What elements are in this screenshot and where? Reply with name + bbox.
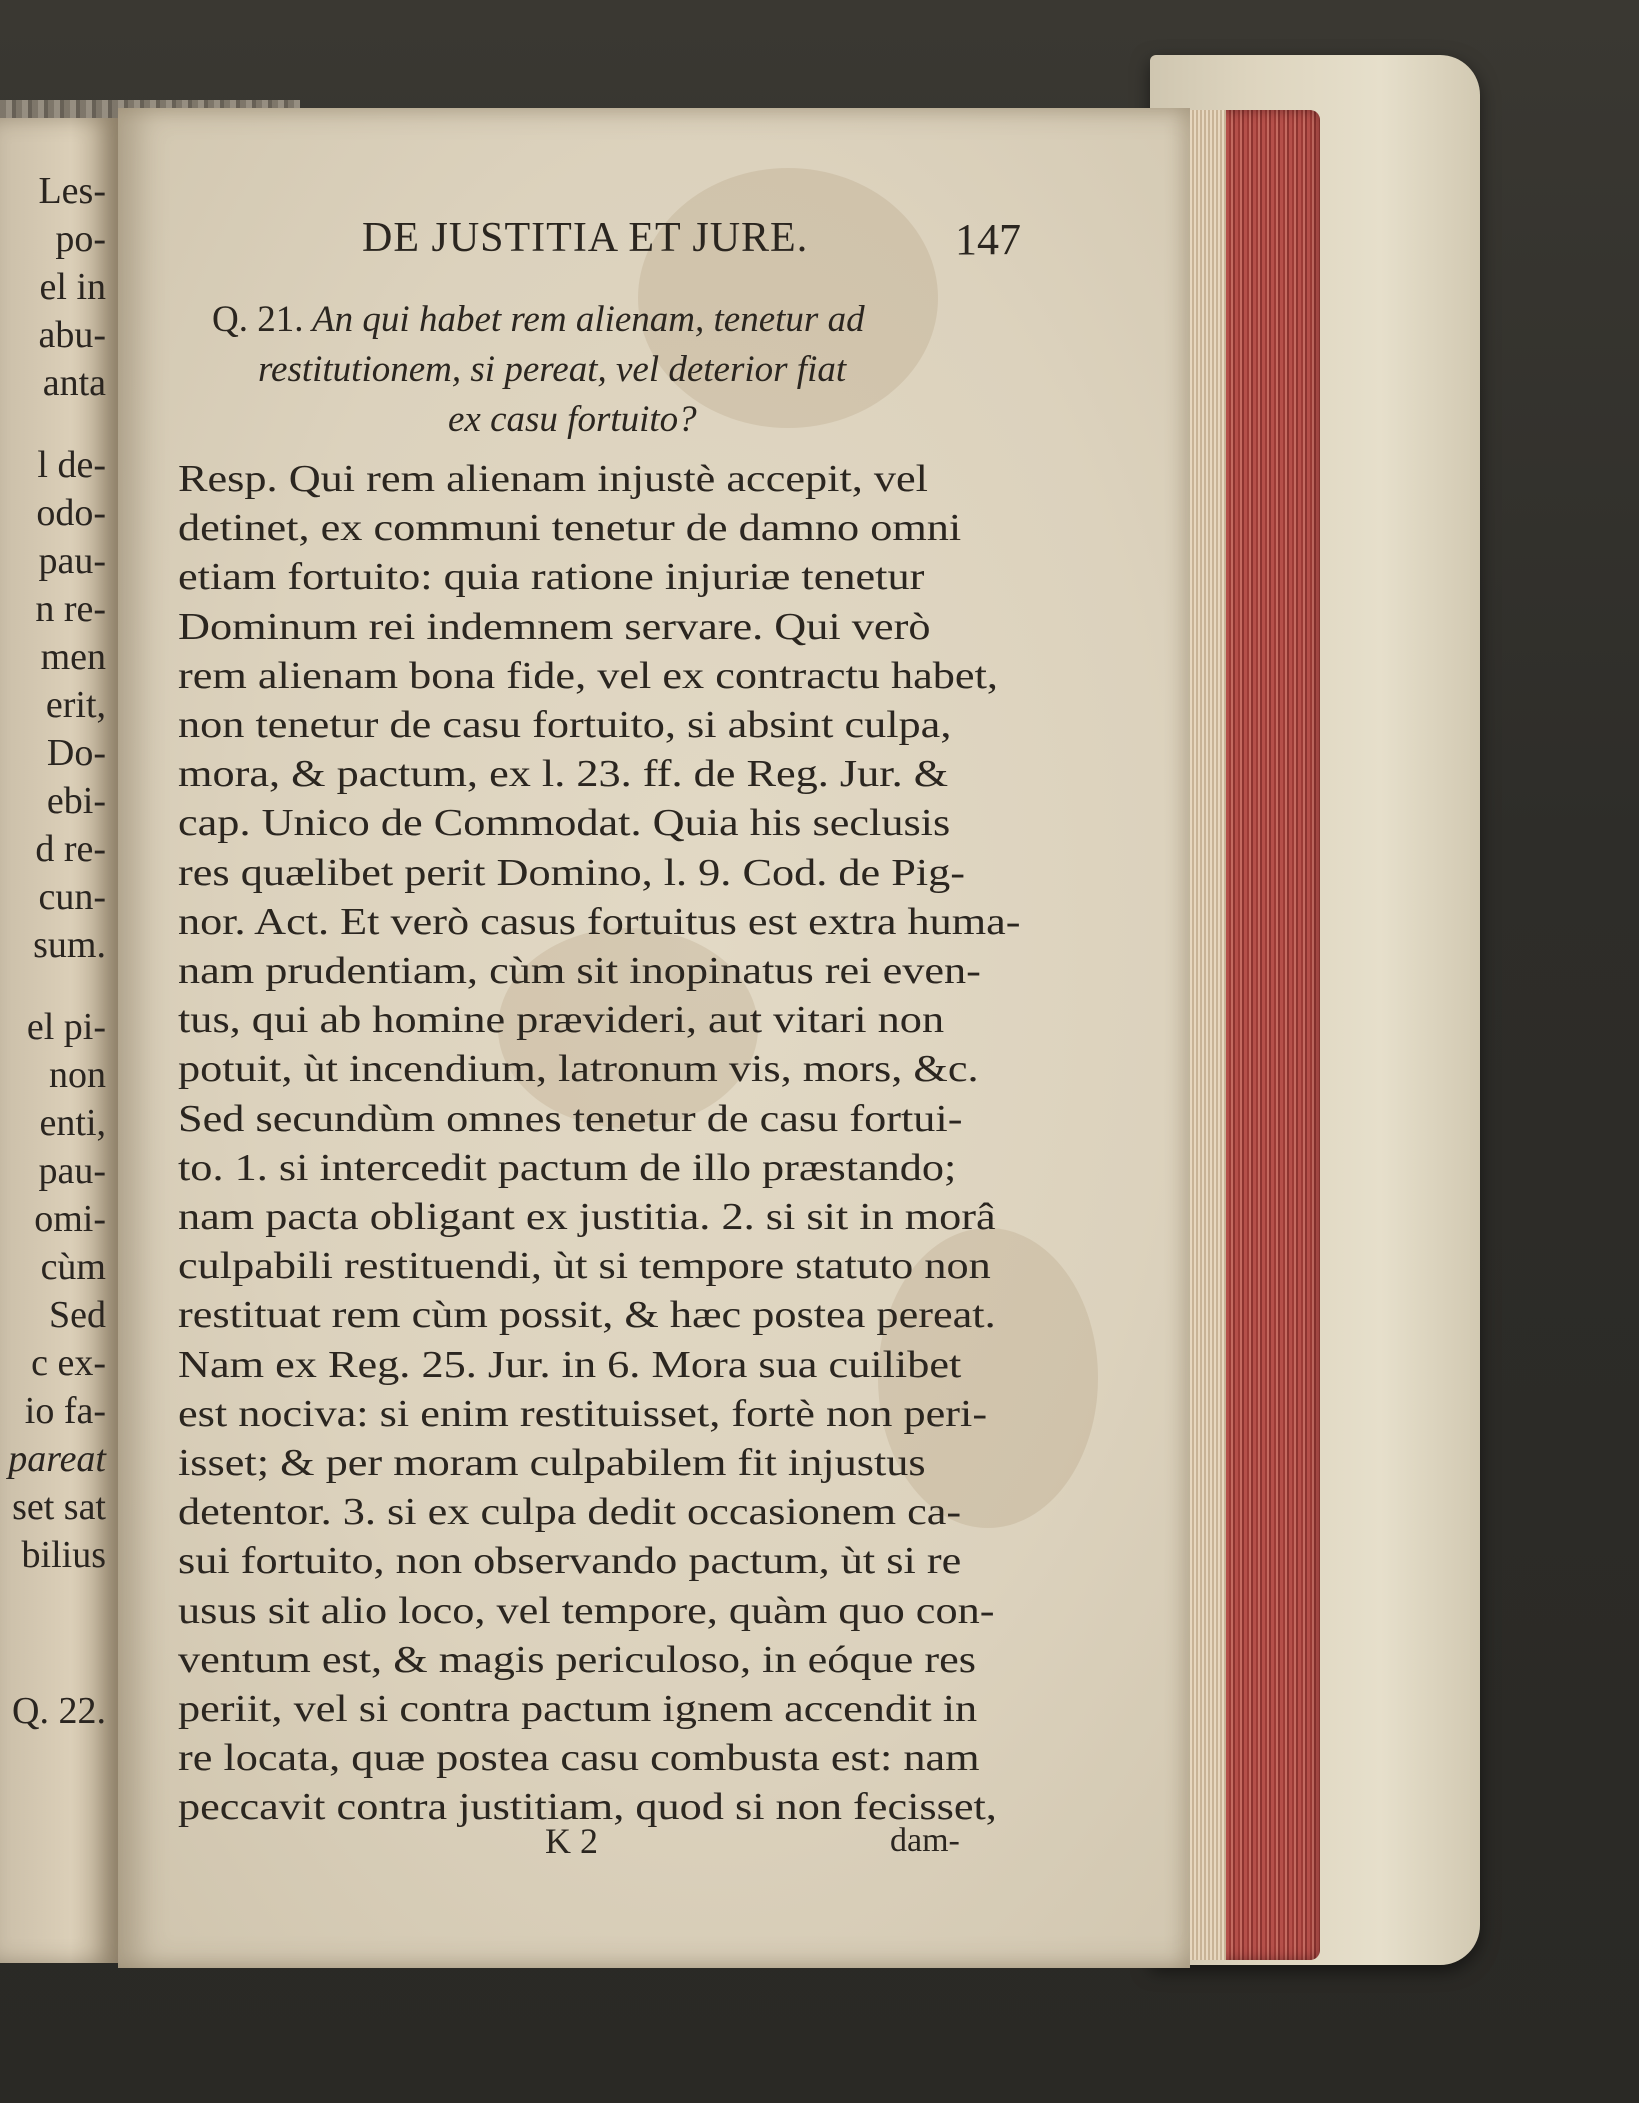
running-head: DE JUSTITIA ET JURE. <box>362 215 809 261</box>
question-text: An qui habet rem alienam, tenetur ad <box>312 299 865 340</box>
body-line: res quælibet perit Domino, l. 9. Cod. de Pig- <box>178 851 966 894</box>
body-line: to. 1. si intercedit pactum de illo præstando; <box>178 1146 957 1189</box>
left-page-fragment: Do- <box>46 732 106 774</box>
left-page-fragment: erit, <box>45 684 106 726</box>
left-page-fragment: n re- <box>35 588 106 630</box>
left-page-fragment: pau- <box>38 1150 106 1192</box>
question-label: Q. 21. <box>212 299 304 340</box>
body-line: sui fortuito, non observando pactum, ùt si re <box>178 1540 962 1583</box>
left-page-fragment: el pi- <box>26 1006 106 1048</box>
left-page-fragment: cun- <box>38 876 106 918</box>
body-line: usus sit alio loco, vel tempore, quàm quo con- <box>178 1589 995 1632</box>
left-page-fragment: io fa- <box>24 1390 106 1432</box>
body-line: tus, qui ab homine prævideri, aut vitari non <box>178 999 945 1042</box>
left-page-fragment: pareat <box>8 1438 106 1480</box>
left-page-fragment: omi- <box>34 1198 106 1240</box>
page-number: 147 <box>955 215 1021 264</box>
left-page <box>0 118 118 1963</box>
body-line: periit, vel si contra pactum ignem accendit in <box>178 1688 978 1730</box>
question-line-3: ex casu fortuito? <box>448 399 697 440</box>
body-line: peccavit contra justitiam, quod si non fecisset, <box>178 1786 997 1829</box>
left-page-fragment: c ex- <box>31 1342 106 1384</box>
body-line: ventum est, & magis periculoso, in eóque res <box>178 1638 977 1681</box>
body-line: mora, & pactum, ex l. 23. ff. de Reg. Jur. & <box>178 753 949 796</box>
body-line: Dominum rei indemnem servare. Qui verò <box>178 605 931 648</box>
question-line-2: restitutionem, si pereat, vel deterior fiat <box>258 349 847 390</box>
left-page-fragment: bilius <box>21 1534 106 1576</box>
left-page-fragment: d re- <box>35 828 106 870</box>
left-page-fragment: anta <box>42 362 106 404</box>
question-line-1 <box>212 298 865 341</box>
body-line: re locata, quæ postea casu combusta est: nam <box>178 1737 980 1780</box>
body-line: Nam ex Reg. 25. Jur. in 6. Mora sua cuilibet <box>178 1343 962 1386</box>
left-page-fragment: ebi- <box>46 780 106 822</box>
body-line: cap. Unico de Commodat. Quia his seclusis <box>178 802 951 845</box>
left-page-fragment: pau- <box>38 540 106 582</box>
body-line: Resp. Qui rem alienam injustè accepit, vel <box>178 458 928 500</box>
left-page-fragment: Q. 22. <box>12 1690 106 1732</box>
left-page-fragment: non <box>49 1054 106 1096</box>
catchword: dam- <box>890 1822 960 1859</box>
body-line: nor. Act. Et verò casus fortuitus est extra huma- <box>178 900 1021 943</box>
body-line: detinet, ex communi tenetur de damno omni <box>178 507 962 550</box>
left-page-fragment: po- <box>55 218 106 260</box>
body-line: Sed secundùm omnes tenetur de casu fortui- <box>178 1097 963 1140</box>
left-page-fragment: Sed <box>49 1294 106 1336</box>
left-page-fragment: l de- <box>37 444 106 486</box>
page-edges-inner <box>1190 110 1226 1960</box>
body-line: isset; & per moram culpabilem fit injustus <box>178 1442 926 1484</box>
body-line: non tenetur de casu fortuito, si absint culpa, <box>178 704 952 746</box>
body-line: est nociva: si enim restituisset, fortè non peri- <box>178 1392 988 1435</box>
body-line: restituat rem cùm possit, & hæc postea pereat. <box>178 1294 996 1337</box>
body-line: nam prudentiam, cùm sit inopinatus rei even- <box>178 950 981 992</box>
body-line: nam pacta obligant ex justitia. 2. si sit in morâ <box>178 1196 996 1238</box>
left-page-fragment: sum. <box>33 924 106 966</box>
body-line: etiam fortuito: quia ratione injuriæ tenetur <box>178 556 925 599</box>
body-line: detentor. 3. si ex culpa dedit occasionem ca- <box>178 1491 962 1534</box>
signature-mark: K 2 <box>545 1821 598 1861</box>
body-line: culpabili restituendi, ùt si tempore statuto non <box>178 1245 991 1288</box>
left-page-fragment: cùm <box>40 1246 106 1288</box>
left-page-fragment: set sat <box>12 1486 106 1528</box>
left-page-fragment: el in <box>39 266 106 308</box>
body-line: potuit, ùt incendium, latronum vis, mors, &c. <box>178 1048 979 1091</box>
left-page-fragment: enti, <box>39 1102 106 1144</box>
body-line: rem alienam bona fide, vel ex contractu habet, <box>178 654 998 697</box>
left-page-fragment: men <box>40 636 106 678</box>
left-page-fragment: Les- <box>38 170 106 212</box>
left-page-fragment: odo- <box>36 492 106 534</box>
left-page-fragment: abu- <box>38 314 106 356</box>
